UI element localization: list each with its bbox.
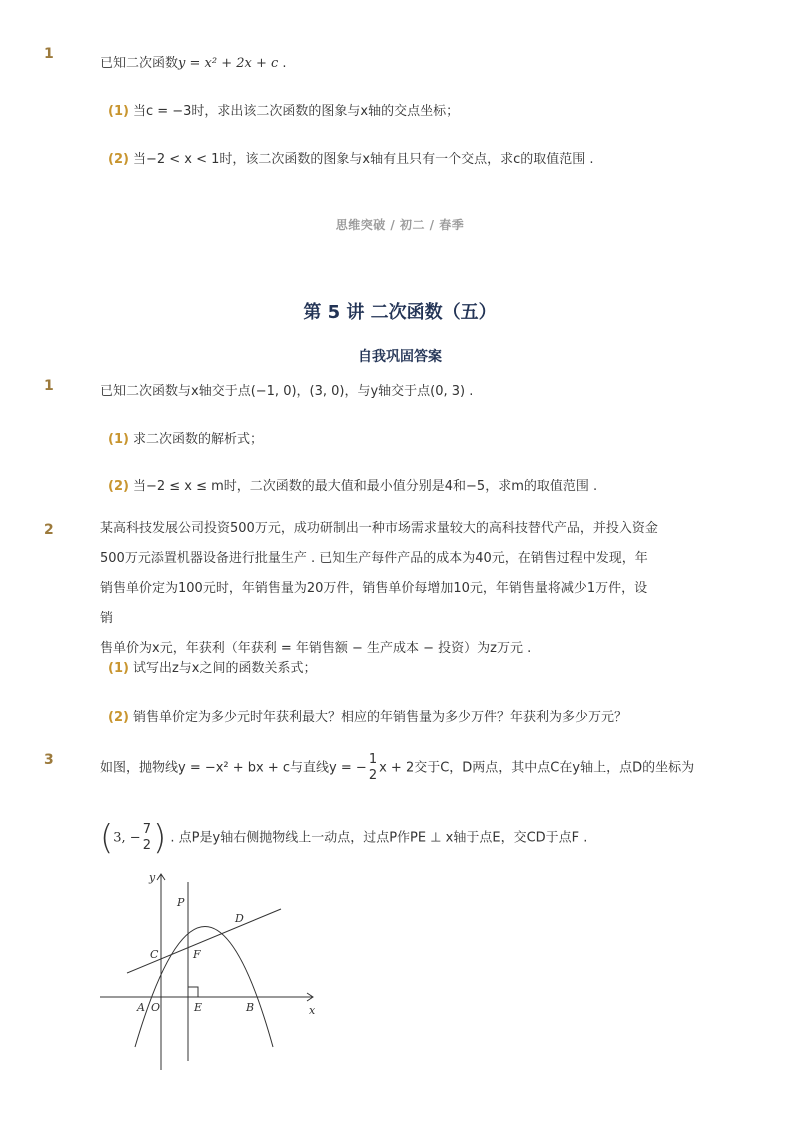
right-paren: ) [152, 818, 167, 858]
question-number: 1 [44, 46, 54, 62]
page-title: 第 5 讲 二次函数（五） [303, 302, 497, 323]
subquestion-number: (2) [108, 710, 129, 725]
question-stem: 已知二次函数与x轴交于点(−1, 0)，(3, 0)，与y轴交于点(0, 3) . [100, 384, 474, 399]
stem-line: 500万元添置机器设备进行批量生产 . 已知生产每件产品的成本为40元，在销售过程中发现，年 [100, 551, 648, 566]
stem-line: 销售单价定为100元时，年销售量为20万件，销售单价每增加10元，年销售量将减少1万件，设销 [100, 581, 648, 626]
subquestion-number: (1) [108, 661, 129, 676]
subquestion-number: (2) [108, 479, 129, 494]
label-p: P [177, 896, 185, 909]
subquestion-text: 当−2 ≤ x ≤ m时，二次函数的最大值和最小值分别是4和−5，求m的取值范围 . [132, 479, 598, 494]
parabola-figure [95, 866, 335, 1076]
subquestion-text: 试写出z与x之间的函数关系式； [132, 661, 317, 676]
subquestion-text: 当c = −3时，求出该二次函数的图象与x轴的交点坐标； [132, 104, 460, 119]
subquestion-number: (2) [108, 152, 129, 167]
breadcrumb: 思维突破 / 初二 / 春季 [335, 218, 465, 232]
question-stem-line-2 [100, 818, 587, 858]
subquestion-2 [108, 148, 594, 167]
fraction-numerator: 1 [368, 752, 378, 767]
label-f: F [193, 948, 201, 961]
subquestion-text: 求二次函数的解析式； [132, 432, 263, 447]
question-stem [100, 514, 660, 664]
subquestion-number: (1) [108, 104, 129, 119]
label-o: O [151, 1001, 161, 1014]
subquestion-number: (1) [108, 432, 129, 447]
fraction [143, 822, 151, 854]
parabola-curve [135, 927, 273, 1048]
stem-math: y = x² + 2x + c [178, 56, 279, 71]
subquestion-text: 当−2 < x < 1时，该二次函数的图象与x轴有且只有一个交点，求c的取值范围 . [132, 152, 594, 167]
label-b: B [246, 1001, 255, 1014]
question-number: 1 [44, 378, 54, 394]
label-y: y [149, 871, 156, 884]
subquestion-1 [108, 657, 316, 676]
fraction [369, 752, 377, 784]
label-d: D [235, 912, 244, 925]
subquestion-1 [108, 428, 263, 447]
label-e: E [194, 1001, 203, 1014]
right-angle-mark [188, 987, 198, 997]
section-title: 自我巩固答案 [358, 349, 442, 365]
question-stem [100, 52, 287, 71]
fraction-denominator: 2 [142, 838, 151, 853]
label-a: A [137, 1001, 145, 1014]
question-stem-line-1 [100, 752, 694, 784]
label-x: x [309, 1004, 316, 1017]
subquestion-2 [108, 706, 627, 725]
stem-text: . 点P是y轴右侧抛物线上一动点，过点P作PE ⊥ x轴于点E，交CD于点F . [170, 830, 588, 846]
stem-line: 售单价为x元，年获利（年获利 = 年销售额 − 生产成本 − 投资）为z万元 . [100, 641, 532, 656]
question-number: 2 [44, 522, 54, 538]
stem-end: . [278, 56, 287, 71]
label-c: C [150, 948, 159, 961]
fraction-numerator: 7 [142, 822, 151, 837]
stem-text: 已知二次函数 [100, 56, 179, 71]
stem-text: 如图，抛物线y = −x² + bx + c与直线y = − [100, 760, 367, 776]
left-paren: ( [100, 818, 114, 858]
line-cd [127, 909, 281, 973]
subquestion-text: 销售单价定为多少元时年获利最大？相应的年销售量为多少万件？年获利为多少万元？ [132, 710, 627, 725]
question-number: 3 [44, 752, 54, 768]
point-coordinate: 3, − [113, 830, 141, 846]
subquestion-2 [108, 475, 597, 494]
subquestion-1 [108, 100, 459, 119]
stem-text: x + 2交于C，D两点，其中点C在y轴上，点D的坐标为 [379, 760, 695, 776]
stem-line: 某高科技发展公司投资500万元，成功研制出一种市场需求量较大的高科技替代产品，并投入资金 [100, 521, 658, 536]
fraction-denominator: 2 [368, 768, 378, 783]
